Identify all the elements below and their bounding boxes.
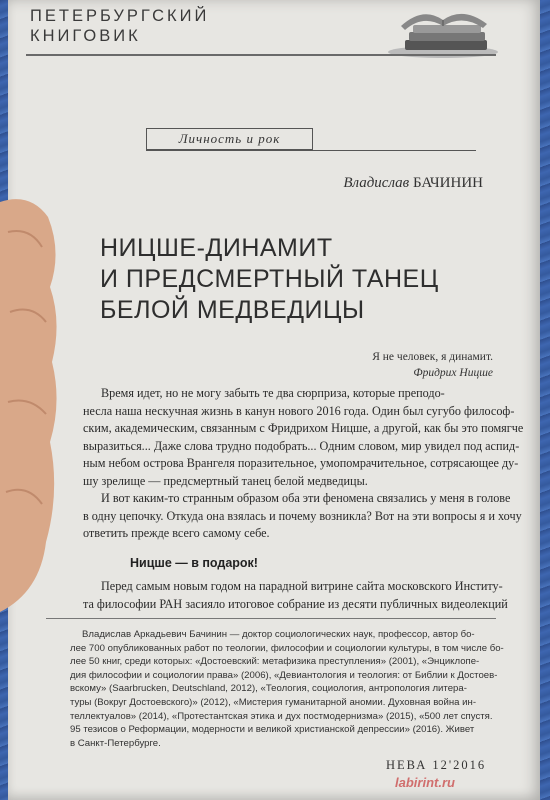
footnote-line: лее 50 книг, среди которых: «Достоевский: метафизика преступления» (2001), «Энциклопе- <box>70 656 480 668</box>
header-rule <box>26 54 496 56</box>
text-line: ответить прежде всего самому себе. <box>83 526 270 540</box>
footnote-line: Владислав Аркадьевич Бачинин — доктор социологических наук, профессор, автор бо- <box>82 629 475 640</box>
epigraph <box>278 349 493 381</box>
footnote-line: вскому» (Saarbrucken, Deutschland, 2012), «Теология, социология, антропология литера- <box>70 683 467 695</box>
text-line: та философии РАН засияло итоговое собрание из десяти публичных видеолекций <box>83 596 508 611</box>
footnote-line: теллектуалов» (2014), «Протестантская этика и дух постмодернизма» (2015), «500 лет спустя. <box>70 710 493 722</box>
page-folio: НЕВА 12'2016 <box>386 758 487 772</box>
article-title <box>100 233 510 326</box>
running-header <box>30 6 415 46</box>
text-line: Перед самым новым годом на парадной витрине сайта московского Институ- <box>101 579 503 593</box>
books-icon <box>383 2 503 60</box>
section-rule <box>146 150 476 151</box>
text-line: в одну цепочку. Откуда она взялась и почему возникла? Вот на эти вопросы я и хочу <box>83 508 522 523</box>
section-label: Личность и рок <box>146 128 313 150</box>
text-line: несла наша нескучная жизнь в канун нового 2016 года. Один был сугубо философ- <box>83 403 515 418</box>
text-line: ским, академическим, связанным с Фридрихом Ницше, а другой, как бы это помягче <box>83 421 524 435</box>
book-page <box>8 0 540 800</box>
text-line: шу зрелище — предсмертный танец белой медведицы. <box>83 473 368 488</box>
body-paragraph <box>83 385 524 543</box>
footnote-line: 95 тезисов о Реформации, модерности и великой христианской депрессии» (2016). Живет <box>70 724 475 736</box>
author-first-name: Владислав <box>343 175 410 191</box>
body-paragraph-2 <box>83 578 508 613</box>
text-line: И вот каким-то странным образом оба эти феномена связались у меня в голове <box>101 491 511 505</box>
header-line-1: ПЕТЕРБУРГСКИЙ <box>30 7 210 25</box>
text-line: Время идет, но не могу забыть те два сюрприза, которые преподо- <box>101 386 445 400</box>
footnote-line: в Санкт-Петербурге. <box>70 737 161 749</box>
text-line: ным небом острова Врангеля поразительное, умопомрачительное, сотрясающее ду- <box>83 456 519 470</box>
subheading: Ницше — в подарок! <box>130 556 258 570</box>
text-line: выразиться... Даже слова трудно подобрать... Одним словом, мир увидел под аспид- <box>83 438 520 453</box>
title-line: И ПРЕДСМЕРТНЫЙ ТАНЕЦ <box>100 265 439 293</box>
epigraph-source: Фридрих Ницше <box>413 367 493 379</box>
footnote-rule <box>46 618 496 619</box>
footnote-line: лее 700 опубликованных работ по теологии, философии и социологии культуры, в том числе бо- <box>70 642 504 654</box>
author-name <box>293 175 483 192</box>
title-line: БЕЛОЙ МЕДВЕДИЦЫ <box>100 296 365 324</box>
watermark: labirint.ru <box>395 775 455 790</box>
header-line-2: КНИГОВИК <box>30 27 141 45</box>
footnote-line: туры (Вокруг Достоевского)» (2012), «Мистерия гуманитарной аномии. Духовная война ин- <box>70 696 477 708</box>
epigraph-quote: Я не человек, я динамит. <box>372 351 493 363</box>
title-line: НИЦШЕ-ДИНАМИТ <box>100 234 333 262</box>
author-footnote <box>70 628 504 750</box>
footnote-line: дия философии и социологии права» (2006), «Девиантология и теология: от Библии к Достоев- <box>70 669 498 681</box>
hand-thumb <box>0 192 62 612</box>
author-last-name: БАЧИНИН <box>412 175 483 191</box>
